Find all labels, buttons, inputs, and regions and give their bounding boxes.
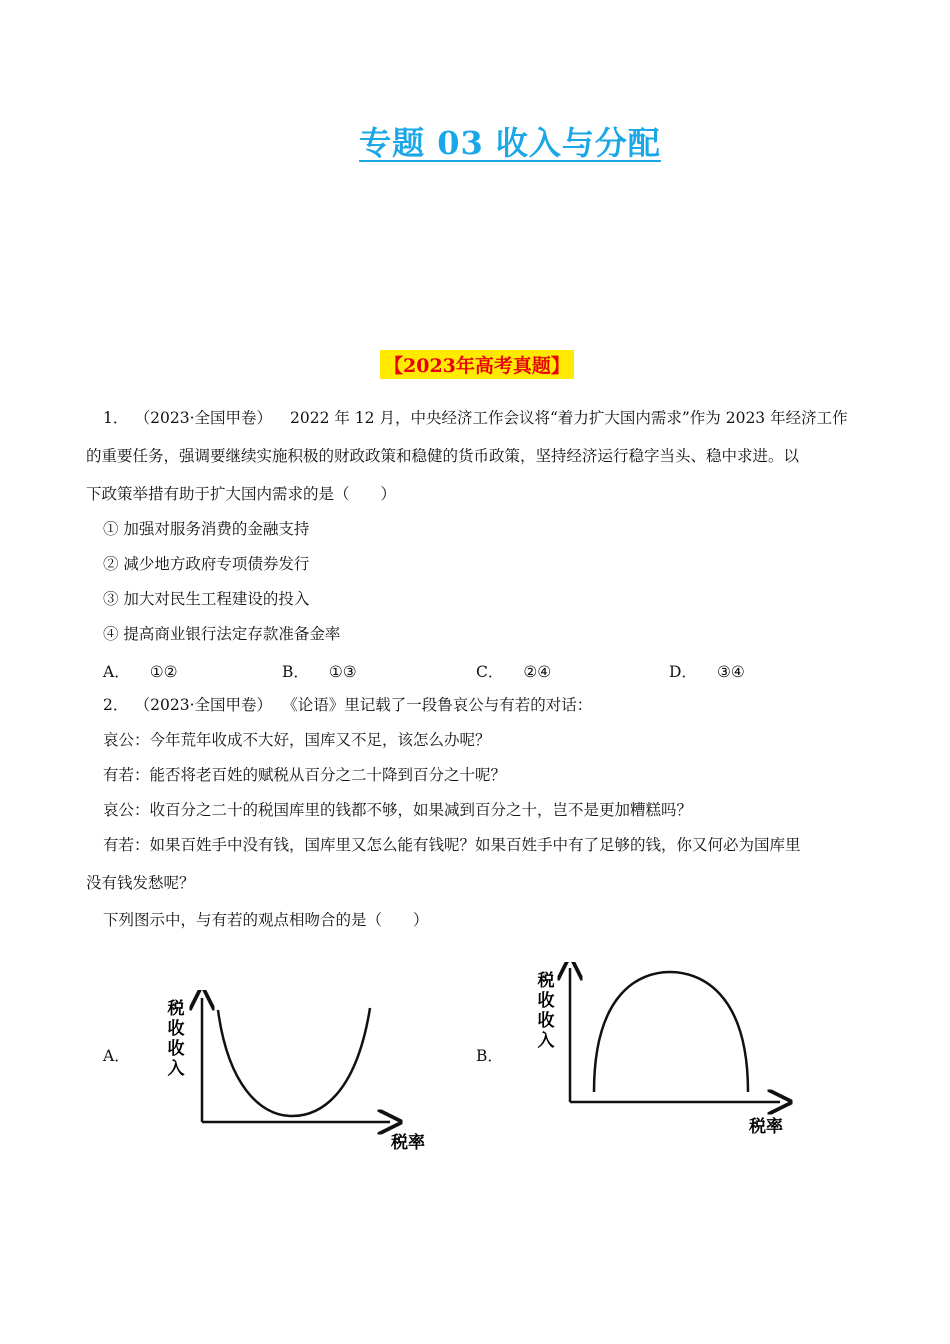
q2-source: （2023·全国甲卷） <box>142 696 272 714</box>
q1-line1 <box>103 408 848 428</box>
fig-b-chart <box>530 962 800 1142</box>
q1-item-3: ③ 加大对民生工程建设的投入 <box>103 590 310 608</box>
q2-intro: 《论语》里记载了一段鲁哀公与有若的对话： <box>290 696 593 714</box>
q1-number: 1． <box>103 409 129 427</box>
option-label: A． <box>103 663 130 681</box>
q1-item-1: ① 加强对服务消费的金融支持 <box>103 520 310 538</box>
q1-option-d[interactable] <box>669 660 745 682</box>
q2-dialog-4a: 有若：如果百姓手中没有钱，国库里又怎么能有钱呢？如果百姓手中有了足够的钱，你又何必为国库里 <box>103 836 801 854</box>
inverted-u-curve <box>594 972 748 1092</box>
q2-dialog-3: 哀公：收百分之二十的税国库里的钱都不够，如果减到百分之十，岂不是更加糟糕吗？ <box>103 801 693 819</box>
fig-a-chart <box>150 990 450 1160</box>
fig-b-ylabel-3: 收 <box>537 1011 555 1031</box>
option-text: ③④ <box>716 663 745 681</box>
q1-option-b[interactable] <box>282 660 357 682</box>
q2-dialog-2: 有若：能否将老百姓的赋税从百分之二十降到百分之十呢？ <box>103 766 507 784</box>
option-label: D． <box>669 663 697 681</box>
q1-option-a[interactable] <box>103 660 178 682</box>
fig-a-ylabel-4: 入 <box>167 1059 185 1079</box>
q2-question: 下列图示中，与有若的观点相吻合的是（ ） <box>103 911 429 929</box>
fig-a-xlabel: 税率 <box>391 1133 425 1153</box>
fig-b-xlabel: 税率 <box>749 1117 783 1137</box>
fig-b-ylabel-4: 入 <box>537 1031 555 1051</box>
q2-dialog-1: 哀公：今年荒年收成不大好，国库又不足，该怎么办呢？ <box>103 731 491 749</box>
fig-a-ylabel-1: 税 <box>167 999 185 1019</box>
q2-number: 2． <box>103 696 129 714</box>
q2-dialog-4b: 没有钱发愁呢？ <box>86 874 195 892</box>
option-label: B． <box>282 663 309 681</box>
fig-b-ylabel-1: 税 <box>537 971 555 991</box>
section-heading: 【2023年高考真题】 <box>380 350 574 379</box>
option-text: ②④ <box>523 663 552 681</box>
q1-stem-1: 2022 年 12 月，中央经济工作会议将“着力扩大国内需求”作为 2023 年经济工作 <box>290 409 848 427</box>
fig-b-label[interactable]: B． <box>476 1047 503 1065</box>
option-text: ①② <box>149 663 178 681</box>
q1-source: （2023·全国甲卷） <box>142 409 272 427</box>
q1-item-4: ④ 提高商业银行法定存款准备金率 <box>103 625 341 643</box>
fig-b-ylabel-2: 收 <box>537 991 555 1011</box>
option-text: ①③ <box>328 663 357 681</box>
fig-a-ylabel-2: 收 <box>167 1019 185 1039</box>
q1-item-2: ② 减少地方政府专项债券发行 <box>103 555 310 573</box>
q2-line1 <box>103 695 592 715</box>
page-title: 专题 03 收入与分配 <box>359 124 661 162</box>
fig-a-label[interactable]: A． <box>103 1047 130 1065</box>
option-label: C． <box>476 663 504 681</box>
q1-option-c[interactable] <box>476 660 551 682</box>
q1-stem-3: 下政策举措有助于扩大国内需求的是（ ） <box>86 485 397 503</box>
fig-a-ylabel-3: 收 <box>167 1039 185 1059</box>
u-curve <box>218 1008 370 1116</box>
q1-stem-2: 的重要任务，强调要继续实施积极的财政政策和稳健的货币政策，坚持经济运行稳字当头、稳中求进。以 <box>86 447 800 465</box>
